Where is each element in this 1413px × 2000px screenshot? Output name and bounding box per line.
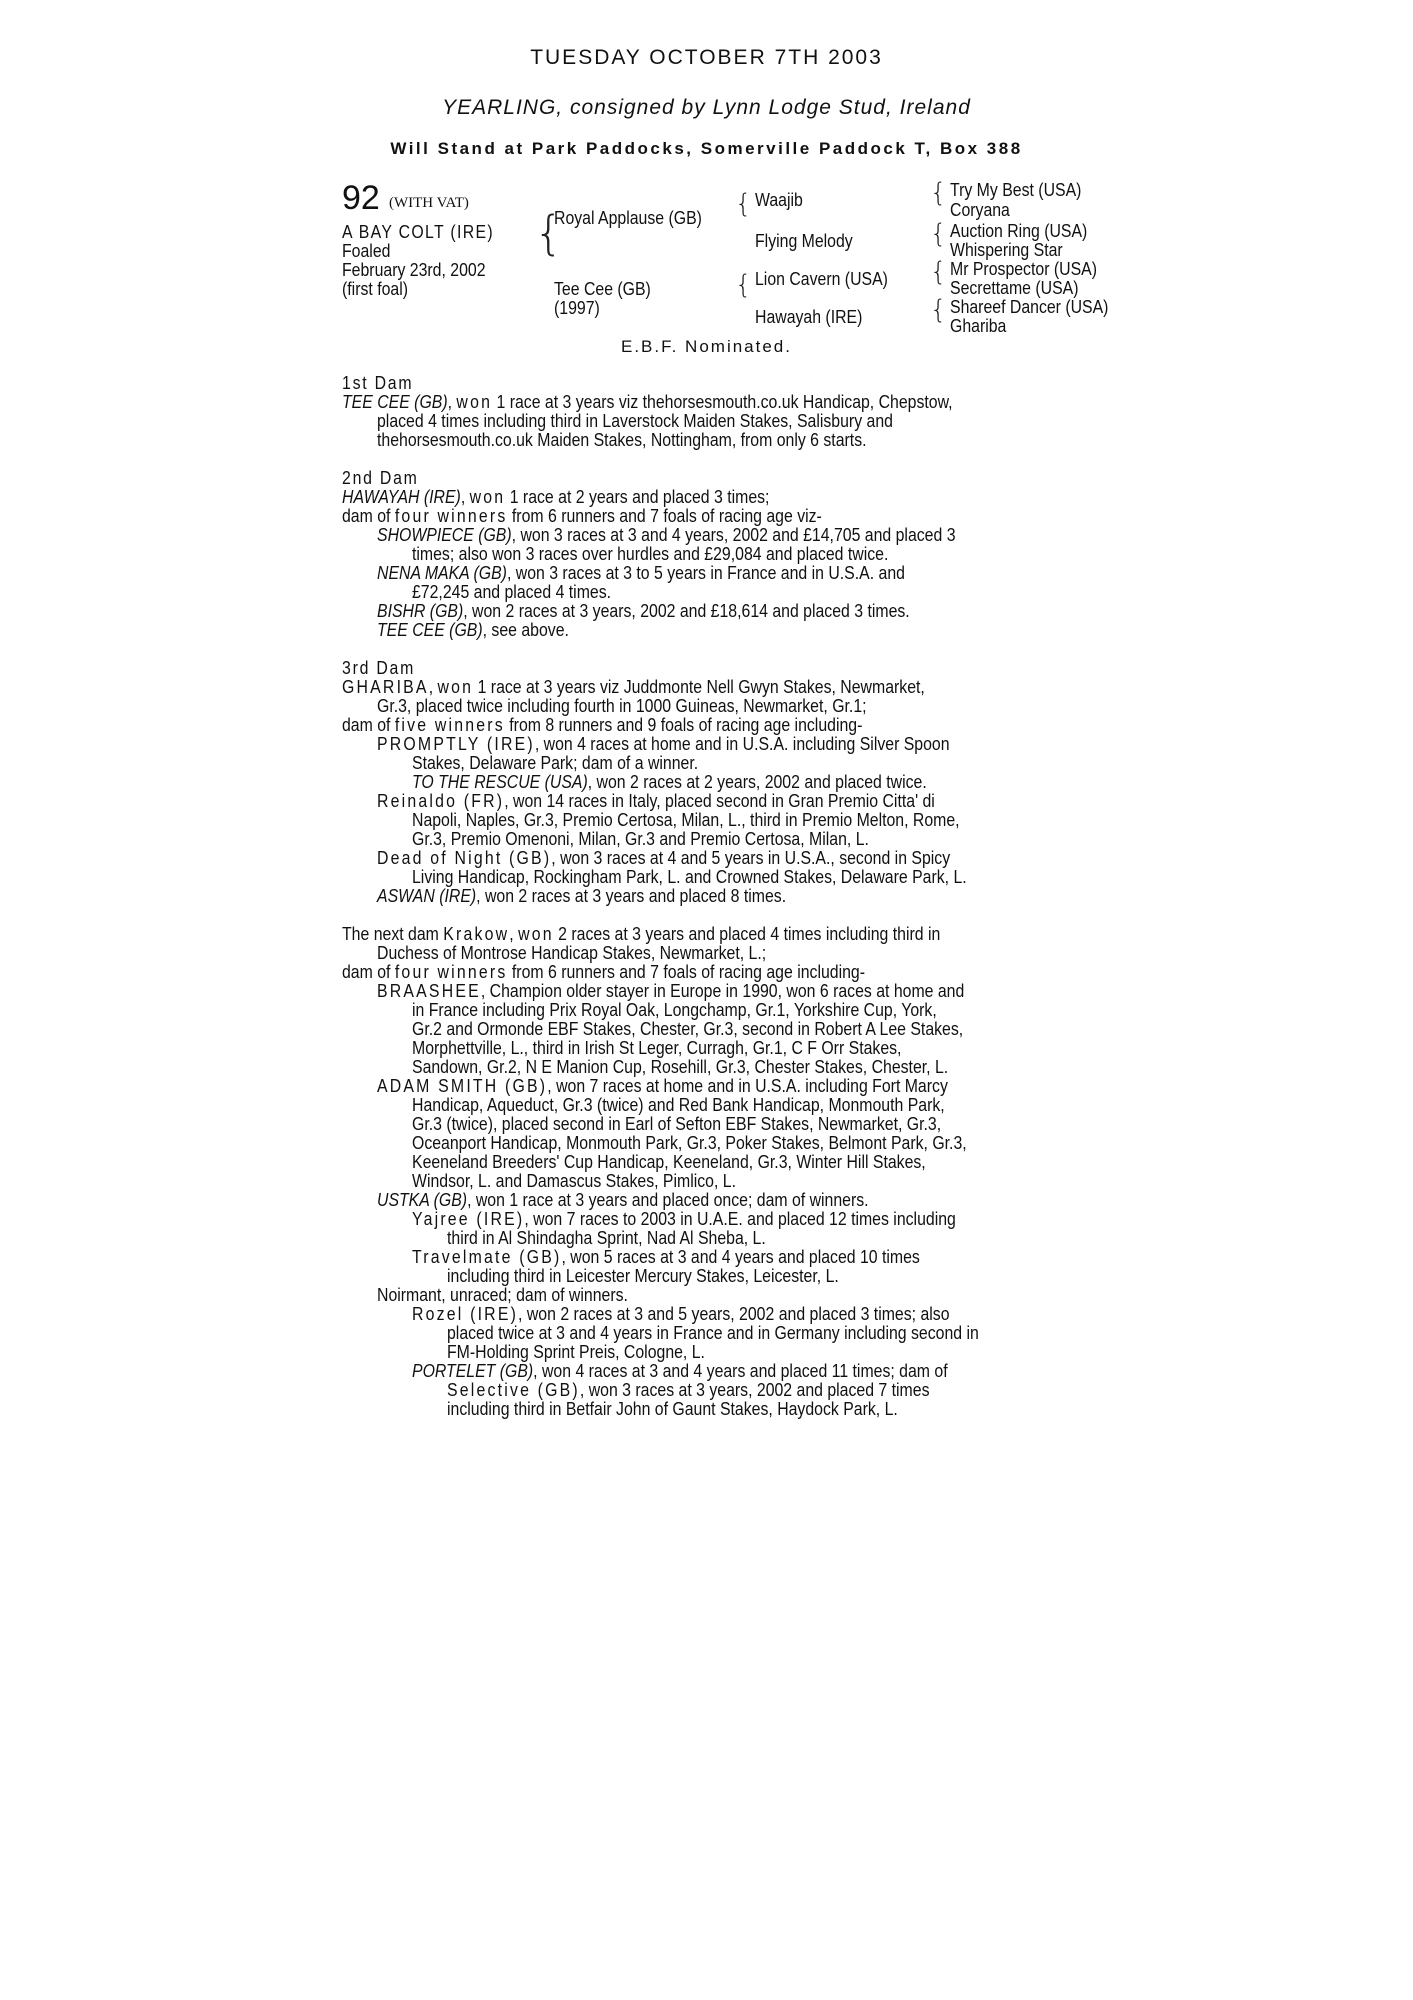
pedigree-g8: Ghariba [950, 316, 1007, 336]
second-dam-produce-2: NENA MAKA (GB), won 3 races at 3 to 5 years in France and in U.S.A. and [377, 563, 905, 583]
third-dam-produce-2: Reinaldo (FR), won 14 races in Italy, placed second in Gran Premio Citta' di [377, 791, 935, 811]
rozel-line-2: placed twice at 3 and 4 years in France and in Germany including second in [447, 1323, 979, 1343]
third-dam-produce-1-cont: Stakes, Delaware Park; dam of a winner. [412, 753, 699, 773]
second-dam-produce-2-cont: £72,245 and placed 4 times. [412, 582, 612, 602]
braashee-line-4: Morphettville, L., third in Irish St Leger, Curragh, Gr.1, C F Orr Stakes, [412, 1038, 902, 1058]
second-dam-heading: 2nd Dam [342, 468, 419, 488]
pedigree-g3: Auction Ring (USA) [950, 221, 1088, 241]
second-dam-produce-1-cont: times; also won 3 races over hurdles and £29,084 and placed twice. [412, 544, 889, 564]
lot-description: A BAY COLT (IRE) [342, 222, 494, 242]
rozel-line-3: FM-Holding Sprint Preis, Cologne, L. [447, 1342, 705, 1362]
first-dam-line-3: thehorsesmouth.co.uk Maiden Stakes, Nottingham, from only 6 starts. [377, 430, 867, 450]
pedigree-dam-sire: Lion Cavern (USA) [755, 269, 888, 289]
adam-smith-line-4: Oceanport Handicap, Monmouth Park, Gr.3, Poker Stakes, Belmont Park, Gr.3, [412, 1133, 967, 1153]
adam-smith-line-3: Gr.3 (twice), placed second in Earl of Sefton EBF Stakes, Newmarket, Gr.3, [412, 1114, 942, 1134]
pedigree-brace-sire: { [735, 189, 752, 219]
lot-number: 92 [342, 179, 380, 217]
consignment-line: YEARLING, consigned by Lynn Lodge Stud, Ireland [442, 96, 971, 119]
next-dam-line-2: Duchess of Montrose Handicap Stakes, Newmarket, L.; [377, 943, 767, 963]
travelmate-line-2: including third in Leicester Mercury Stakes, Leicester, L. [447, 1266, 839, 1286]
travelmate-line-1: Travelmate (GB), won 5 races at 3 and 4 years and placed 10 times [412, 1247, 920, 1267]
second-dam-produce-summary: dam of four winners from 6 runners and 7 foals of racing age viz- [342, 506, 822, 526]
pedigree-g1: Try My Best (USA) [950, 180, 1082, 200]
sale-date: TUESDAY OCTOBER 7TH 2003 [530, 46, 883, 69]
pedigree-brace-g4: { [930, 295, 947, 325]
pedigree-sire-dam: Flying Melody [755, 231, 853, 251]
braashee-line-3: Gr.2 and Ormonde EBF Stakes, Chester, Gr.3, second in Robert A Lee Stakes, [412, 1019, 964, 1039]
second-dam-line-1: HAWAYAH (IRE), won 1 race at 2 years and placed 3 times; [342, 487, 770, 507]
adam-smith-line-6: Windsor, L. and Damascus Stakes, Pimlico, L. [412, 1171, 736, 1191]
portelet-line-1: PORTELET (GB), won 4 races at 3 and 4 years and placed 11 times; dam of [412, 1361, 948, 1381]
adam-smith-line-1: ADAM SMITH (GB), won 7 races at home and in U.S.A. including Fort Marcy [377, 1076, 948, 1096]
pedigree-g4: Whispering Star [950, 240, 1063, 260]
pedigree-brace-main: { [534, 206, 564, 260]
third-dam-line-2: Gr.3, placed twice including fourth in 1000 Guineas, Newmarket, Gr.1; [377, 696, 867, 716]
third-dam-produce-4: ASWAN (IRE), won 2 races at 3 years and placed 8 times. [377, 886, 787, 906]
yajree-line-1: Yajree (IRE), won 7 races to 2003 in U.A.E. and placed 12 times including [412, 1209, 956, 1229]
pedigree-g6: Secrettame (USA) [950, 278, 1079, 298]
noirmant-line: Noirmant, unraced; dam of winners. [377, 1285, 628, 1305]
braashee-line-2: in France including Prix Royal Oak, Longchamp, Gr.1, Yorkshire Cup, York, [412, 1000, 937, 1020]
pedigree-g7: Shareef Dancer (USA) [950, 297, 1109, 317]
second-dam-produce-1: SHOWPIECE (GB), won 3 races at 3 and 4 years, 2002 and £14,705 and placed 3 [377, 525, 956, 545]
third-dam-produce-1-foal: TO THE RESCUE (USA), won 2 races at 2 years, 2002 and placed twice. [412, 772, 927, 792]
foal-note: (first foal) [342, 279, 409, 299]
pedigree-brace-g2: { [930, 219, 947, 249]
third-dam-produce-summary: dam of five winners from 8 runners and 9 foals of racing age including- [342, 715, 863, 735]
next-dam-produce-summary: dam of four winners from 6 runners and 7 foals of racing age including- [342, 962, 865, 982]
pedigree-brace-dam: { [735, 270, 752, 300]
yajree-line-2: third in Al Shindagha Sprint, Nad Al Sheba, L. [447, 1228, 766, 1248]
adam-smith-line-2: Handicap, Aqueduct, Gr.3 (twice) and Red Bank Handicap, Monmouth Park, [412, 1095, 945, 1115]
pedigree-dam-dam: Hawayah (IRE) [755, 307, 863, 327]
stand-location: Will Stand at Park Paddocks, Somerville Paddock T, Box 388 [390, 139, 1023, 158]
selective-line-1: Selective (GB), won 3 races at 3 years, 2002 and placed 7 times [447, 1380, 930, 1400]
adam-smith-line-5: Keeneland Breeders' Cup Handicap, Keeneland, Gr.3, Winter Hill Stakes, [412, 1152, 926, 1172]
third-dam-produce-1: PROMPTLY (IRE), won 4 races at home and in U.S.A. including Silver Spoon [377, 734, 950, 754]
braashee-line-1: BRAASHEE, Champion older stayer in Europe in 1990, won 6 races at home and [377, 981, 965, 1001]
foaled-date: February 23rd, 2002 [342, 260, 486, 280]
first-dam-line-1: TEE CEE (GB), won 1 race at 3 years viz thehorsesmouth.co.uk Handicap, Chepstow, [342, 392, 953, 412]
next-dam-line-1: The next dam Krakow, won 2 races at 3 years and placed 4 times including third in [342, 924, 941, 944]
braashee-line-5: Sandown, Gr.2, N E Manion Cup, Rosehill, Gr.3, Chester Stakes, Chester, L. [412, 1057, 949, 1077]
pedigree-brace-g1: { [930, 178, 947, 208]
vat-note: (WITH VAT) [389, 195, 469, 211]
pedigree-sire: Royal Applause (GB) [554, 208, 702, 228]
first-dam-heading: 1st Dam [342, 373, 414, 393]
pedigree-g2: Coryana [950, 200, 1010, 220]
pedigree-dam-year: (1997) [554, 298, 600, 318]
ustka-line-1: USTKA (GB), won 1 race at 3 years and placed once; dam of winners. [377, 1190, 869, 1210]
third-dam-line-1: GHARIBA, won 1 race at 3 years viz Juddmonte Nell Gwyn Stakes, Newmarket, [342, 677, 925, 697]
pedigree-sire-sire: Waajib [755, 190, 803, 210]
pedigree-brace-g3: { [930, 257, 947, 287]
selective-line-2: including third in Betfair John of Gaunt Stakes, Haydock Park, L. [447, 1399, 898, 1419]
first-dam-line-2: placed 4 times including third in Laverstock Maiden Stakes, Salisbury and [377, 411, 893, 431]
second-dam-produce-4: TEE CEE (GB), see above. [377, 620, 569, 640]
third-dam-heading: 3rd Dam [342, 658, 416, 678]
third-dam-produce-2-cont2: Gr.3, Premio Omenoni, Milan, Gr.3 and Premio Certosa, Milan, L. [412, 829, 869, 849]
rozel-line-1: Rozel (IRE), won 2 races at 3 and 5 years, 2002 and placed 3 times; also [412, 1304, 950, 1324]
third-dam-produce-3: Dead of Night (GB), won 3 races at 4 and 5 years in U.S.A., second in Spicy [377, 848, 951, 868]
third-dam-produce-2-cont: Napoli, Naples, Gr.3, Premio Certosa, Milan, L., third in Premio Melton, Rome, [412, 810, 960, 830]
third-dam-produce-3-cont: Living Handicap, Rockingham Park, L. and Crowned Stakes, Delaware Park, L. [412, 867, 967, 887]
foaled-label: Foaled [342, 241, 391, 261]
ebf-nomination: E.B.F. Nominated. [620, 337, 792, 356]
second-dam-produce-3: BISHR (GB), won 2 races at 3 years, 2002 and £18,614 and placed 3 times. [377, 601, 910, 621]
pedigree-g5: Mr Prospector (USA) [950, 259, 1097, 279]
pedigree-dam: Tee Cee (GB) [554, 279, 651, 299]
